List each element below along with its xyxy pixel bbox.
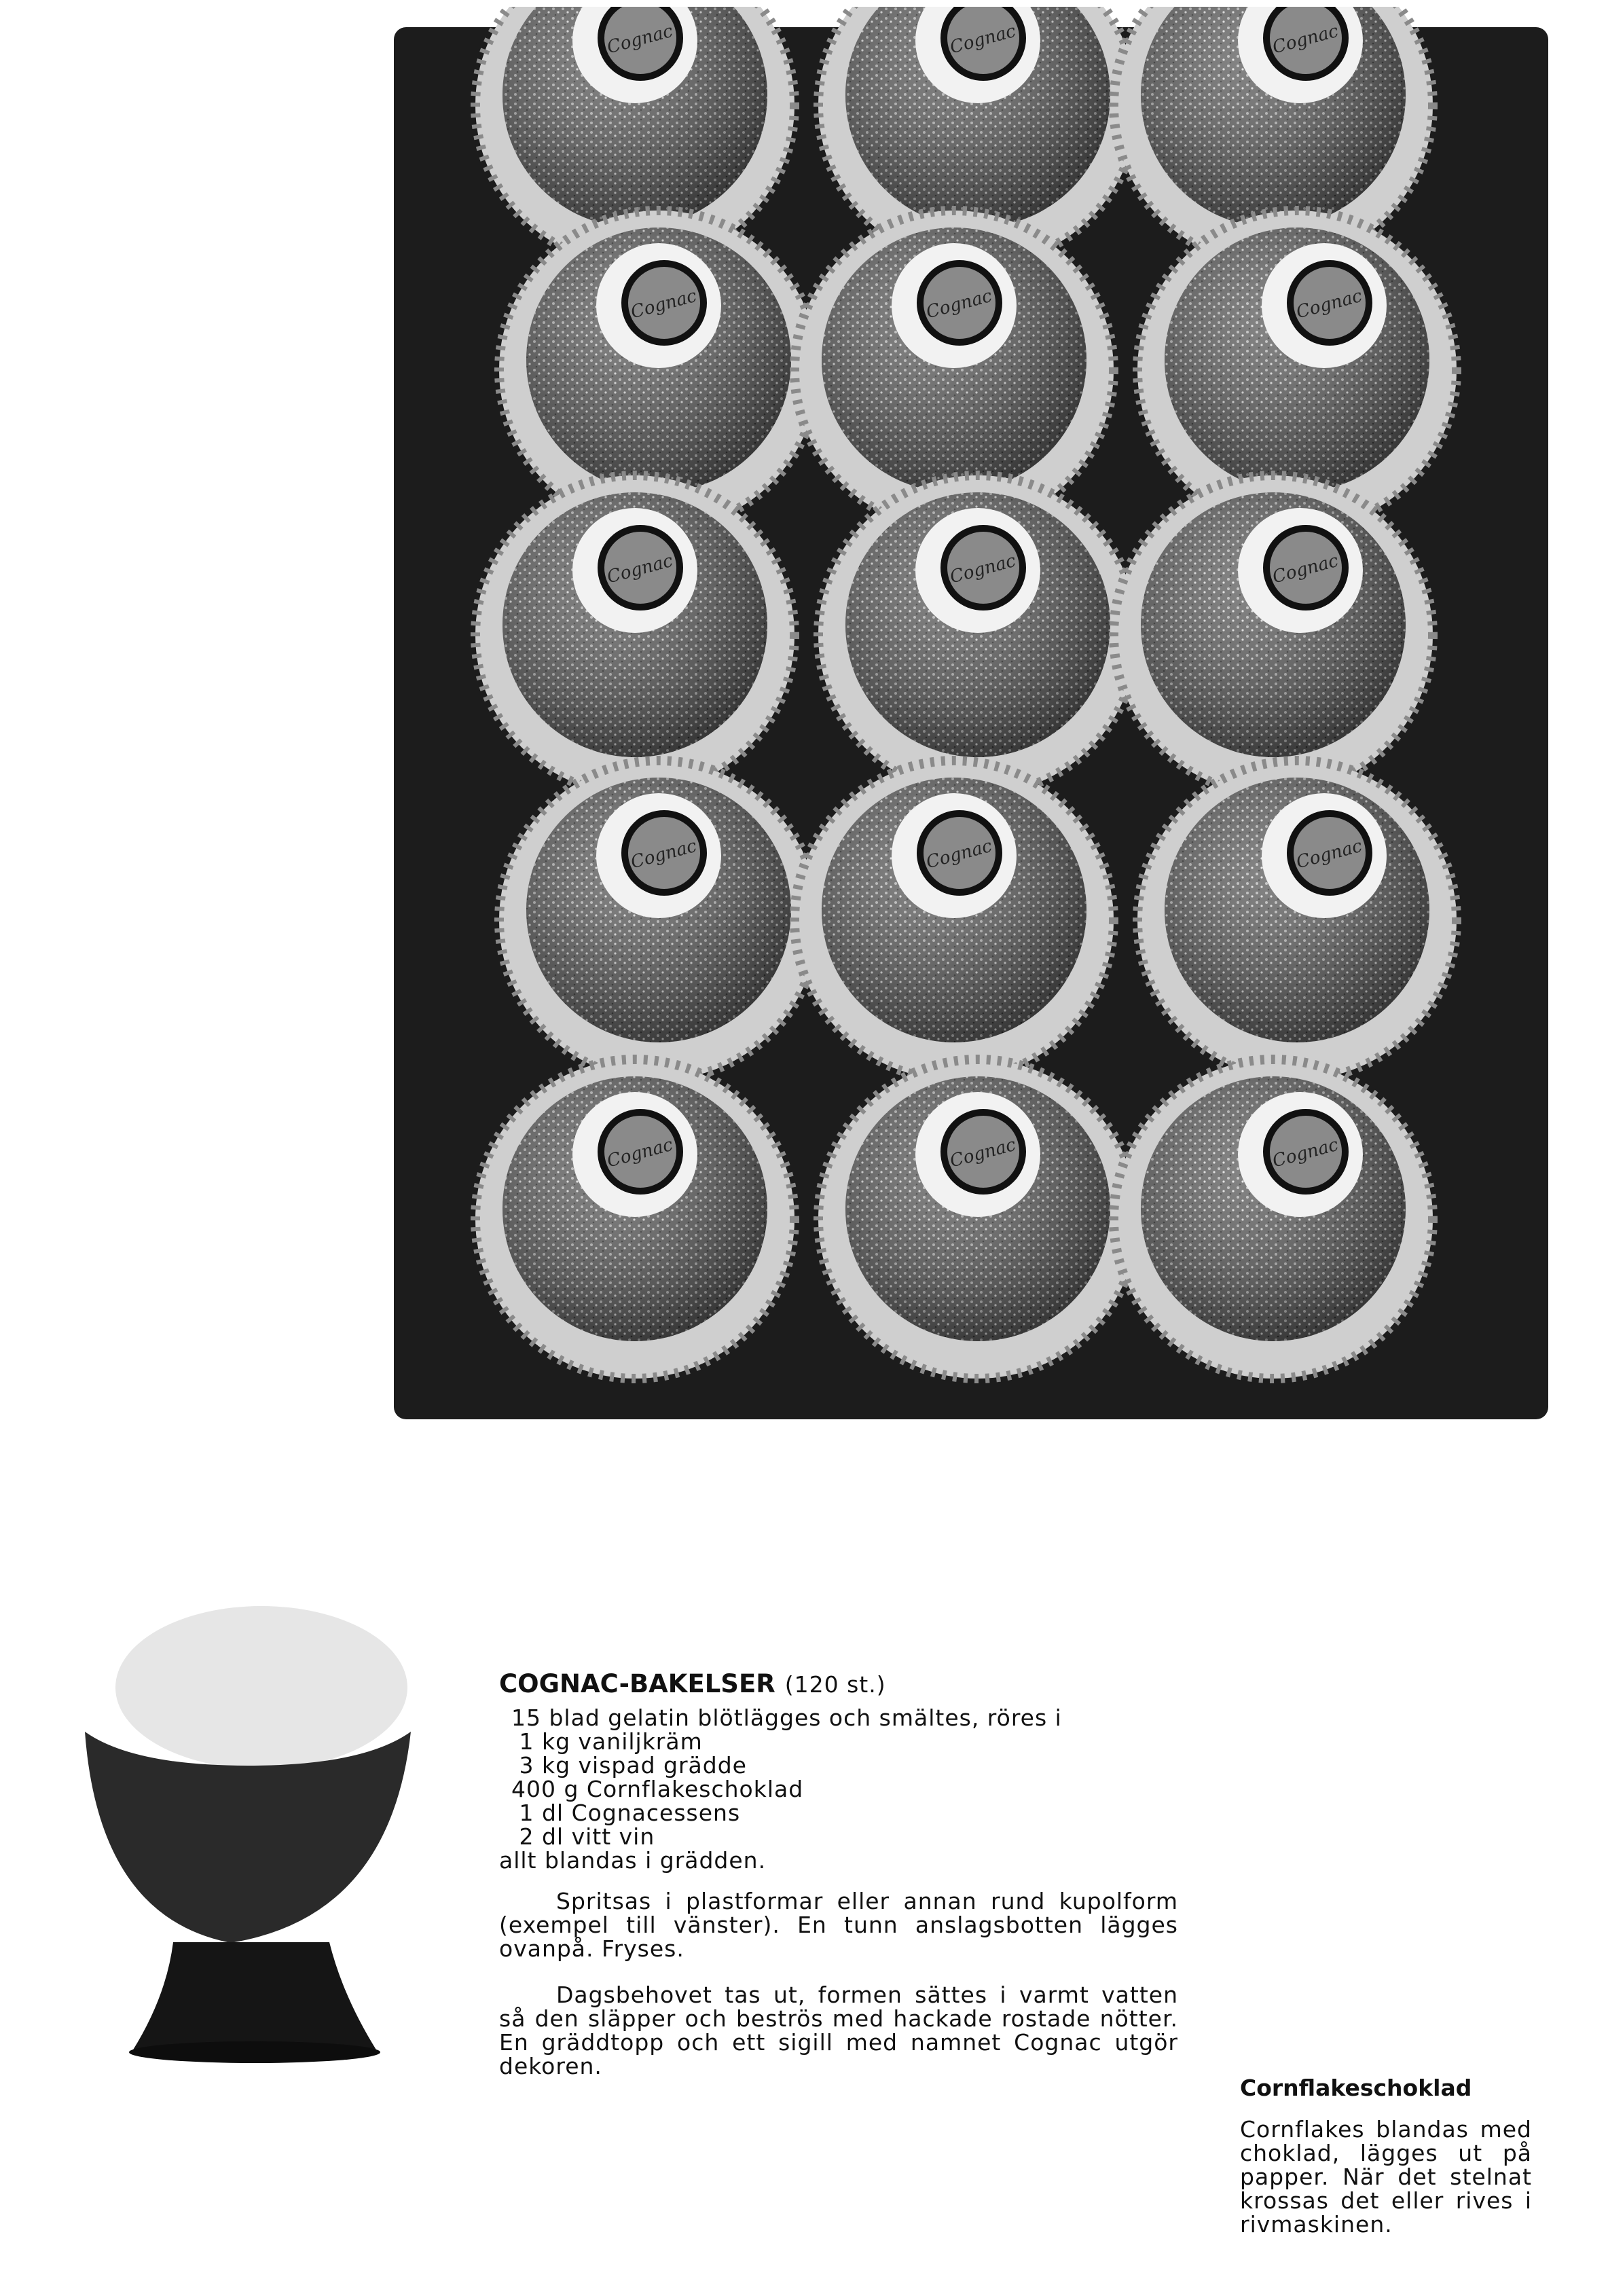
single-pastry-photo [71,1562,424,2064]
pastry-grid [475,7,1457,1379]
cognac-seal-label: Cognac [1270,20,1341,58]
recipe-yield: (120 st.) [784,1671,886,1698]
ingredient-line: 1 kg vaniljkräm [511,1728,703,1755]
pastry [499,761,818,1080]
cognac-seal-label: Cognac [947,20,1019,58]
cognac-seal-label: Cognac [628,835,699,873]
mould-base-foot [129,2041,380,2063]
ingredient-line: 400 g Cornflakeschoklad [511,1776,804,1802]
mould-base [132,1942,377,2051]
cognac-seal-label: Cognac [1270,550,1341,588]
ingredient-line: 1 dl Cognacessens [511,1800,741,1826]
pastry [818,1059,1137,1379]
pastry [475,1059,794,1379]
cognac-seal-label: Cognac [1294,285,1365,323]
pastry [1114,1059,1433,1379]
cognac-seal-label: Cognac [604,1134,676,1172]
instruction-paragraph: Spritsas i plastformar eller annan rund kupolform (exempel till vänster). En tunn anslagsbotten lägges ovanpå. Fryses. [499,1888,1178,1962]
pastry [475,475,794,795]
cognac-seal-label: Cognac [1294,835,1365,873]
instruction-paragraph: Dagsbehovet tas ut, formen sättes i varmt vatten så den släpper och beströs med hackade rostade nötter. En gräddtopp och ett sigill med namnet Cognac utgör dekoren. [499,1982,1178,2079]
recipe-title: COGNAC-BAKELSER [499,1669,775,1698]
ingredient-line: 15 blad gelatin blötlägges och smältes, röres i [511,1705,1062,1731]
pastry-tray-photo [380,7,1562,1474]
cognac-seal-label: Cognac [628,285,699,323]
pastry [794,761,1114,1080]
ingredient-line: 2 dl vitt vin [511,1823,655,1850]
pastry [818,475,1137,795]
recipe-block [499,1669,1178,2100]
cognac-seal-label: Cognac [604,550,676,588]
cognac-seal-label: Cognac [1270,1134,1341,1172]
ingredient-line: allt blandas i grädden. [499,1847,767,1874]
cognac-seal-label: Cognac [604,20,676,58]
sidebar-body: Cornflakes blandas med choklad, lägges ut på papper. När det stelnat krossas det eller rives i rivmaskinen. [1240,2116,1532,2238]
cognac-seal-label: Cognac [924,285,995,323]
pastry [1114,475,1433,795]
cognac-seal-label: Cognac [947,550,1019,588]
cognac-seal-label: Cognac [924,835,995,873]
recipe-heading [499,1669,1178,1698]
sidebar-title: Cornflakeschoklad [1240,2075,1472,2101]
cognac-seal-label: Cognac [947,1134,1019,1172]
cream-top [115,1606,407,1769]
pastry [1137,761,1457,1080]
ingredient-line: 3 kg vispad grädde [511,1752,747,1779]
sidebar-recipe [1240,2076,1532,2236]
